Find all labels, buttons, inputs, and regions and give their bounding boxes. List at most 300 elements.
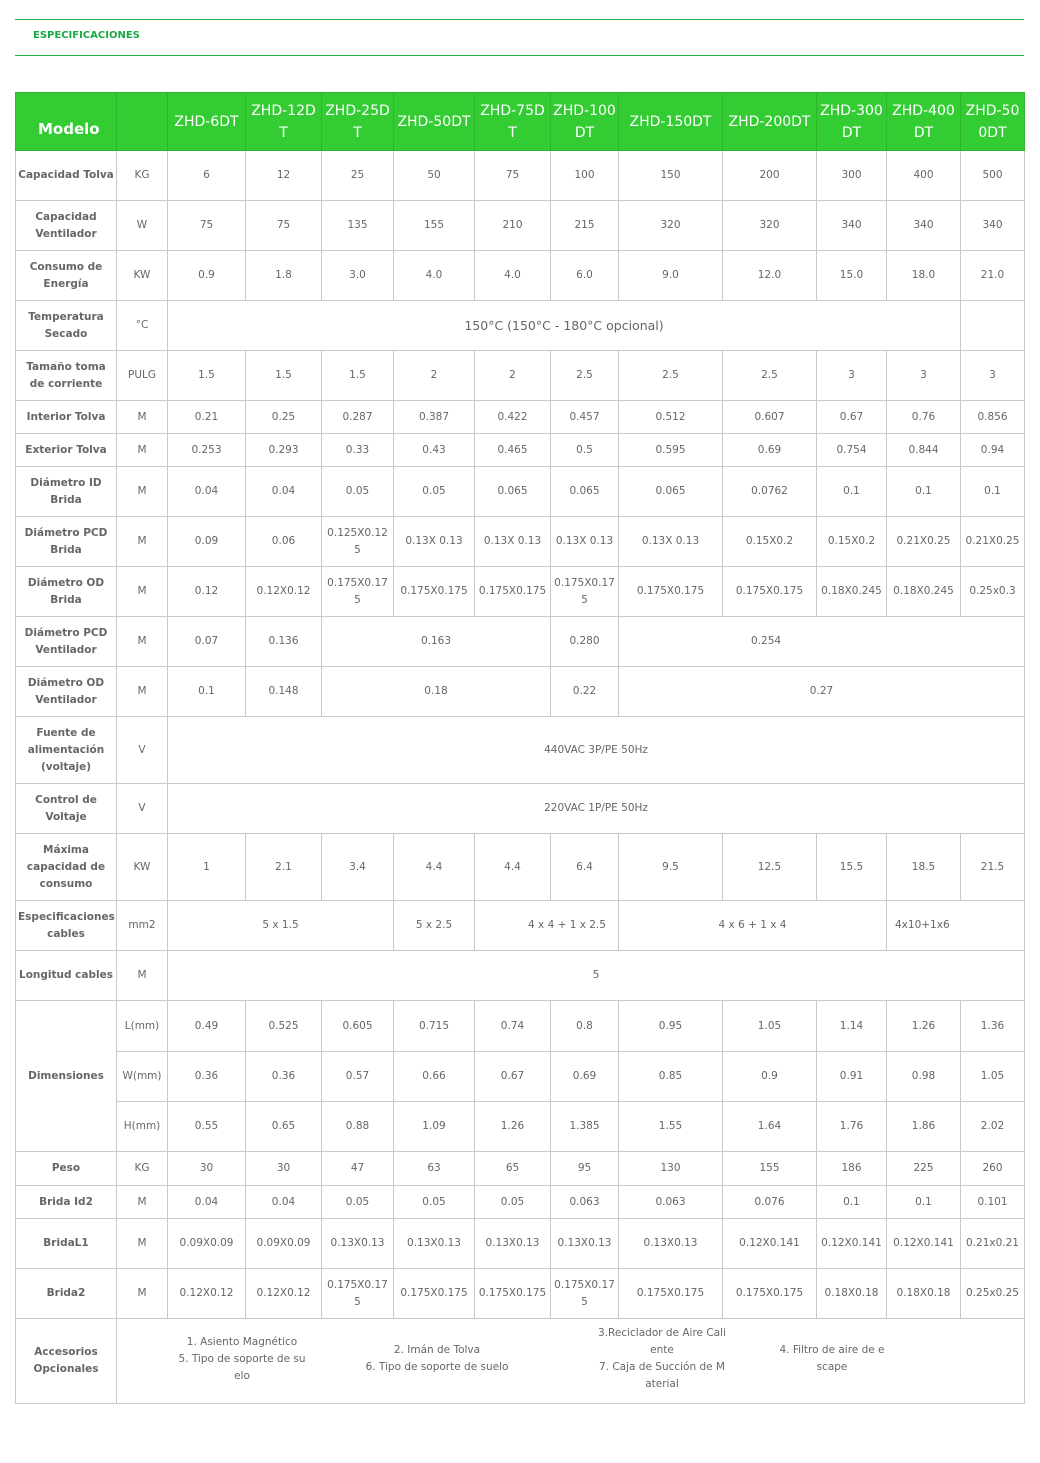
- row-label: Temperatura Secado: [16, 301, 117, 351]
- table-row: [16, 1001, 1025, 1052]
- accessory-item: 5. Tipo de soporte de suelo: [178, 1353, 306, 1382]
- table-cell: 0.12X0.12: [246, 1269, 322, 1319]
- model-header: ZHD-25DT: [322, 93, 394, 151]
- table-cell: 4.0: [475, 251, 551, 301]
- table-cell: 0.1: [817, 467, 887, 517]
- model-header: ZHD-75DT: [475, 93, 551, 151]
- table-cell: 0.05: [394, 1186, 475, 1219]
- table-cell: 0.04: [168, 467, 246, 517]
- table-cell: 6.4: [551, 834, 619, 901]
- table-cell: 95: [551, 1152, 619, 1186]
- table-cell: 0.91: [817, 1052, 887, 1102]
- table-cell: 0.0762: [723, 467, 817, 517]
- row-label: Brida2: [16, 1269, 117, 1319]
- table-cell: 6.0: [551, 251, 619, 301]
- merged-cell: 4x10+1x6: [887, 901, 1025, 951]
- table-row: [16, 784, 1025, 834]
- table-cell: 65: [475, 1152, 551, 1186]
- table-cell: 0.69: [723, 434, 817, 467]
- table-cell: 155: [394, 201, 475, 251]
- table-cell: 0.95: [619, 1001, 723, 1052]
- table-cell: 210: [475, 201, 551, 251]
- table-cell: 0.09X0.09: [246, 1219, 322, 1269]
- merged-cell: 5 x 1.5: [168, 901, 394, 951]
- table-cell: 0.21X0.25: [887, 517, 961, 567]
- table-cell: 0.175X0.175: [394, 567, 475, 617]
- table-cell: 0.12: [168, 567, 246, 617]
- row-label: Accesorios Opcionales: [16, 1319, 117, 1404]
- table-cell: 0.22: [551, 667, 619, 717]
- table-cell: 0.09X0.09: [168, 1219, 246, 1269]
- table-cell: 1.385: [551, 1102, 619, 1152]
- table-cell: 4.4: [475, 834, 551, 901]
- table-cell: 0.8: [551, 1001, 619, 1052]
- table-cell: 0.13X 0.13: [475, 517, 551, 567]
- accessory-group-2: [342, 1342, 532, 1376]
- table-cell: 75: [168, 201, 246, 251]
- merged-cell: 4 x 4 + 1 x 2.5: [475, 901, 619, 951]
- model-header: ZHD-6DT: [168, 93, 246, 151]
- table-cell: 2: [475, 351, 551, 401]
- empty-cell: [961, 301, 1025, 351]
- table-cell: 0.18X0.18: [817, 1269, 887, 1319]
- table-cell: 0.33: [322, 434, 394, 467]
- accessory-item: 4. Filtro de aire de escape: [779, 1344, 885, 1373]
- table-cell: 0.9: [168, 251, 246, 301]
- model-header: ZHD-50DT: [394, 93, 475, 151]
- row-unit: M: [117, 467, 168, 517]
- merged-cell: 0.27: [619, 667, 1025, 717]
- table-cell: 0.293: [246, 434, 322, 467]
- table-cell: 1.05: [723, 1001, 817, 1052]
- table-cell: 6: [168, 151, 246, 201]
- table-row: [16, 1052, 1025, 1102]
- table-cell: 1.55: [619, 1102, 723, 1152]
- merged-cell: 0.18: [322, 667, 551, 717]
- table-cell: 0.21X0.25: [961, 517, 1025, 567]
- table-cell: 0.18X0.245: [887, 567, 961, 617]
- table-cell: 0.04: [246, 467, 322, 517]
- table-cell: 0.175X0.175: [551, 567, 619, 617]
- model-header: ZHD-200DT: [723, 93, 817, 151]
- model-header: ZHD-300DT: [817, 93, 887, 151]
- table-cell: 0.175X0.175: [619, 1269, 723, 1319]
- table-cell: 0.175X0.175: [723, 1269, 817, 1319]
- table-cell: 3: [887, 351, 961, 401]
- table-cell: 0.175X0.175: [322, 1269, 394, 1319]
- table-cell: 0.13X0.13: [475, 1219, 551, 1269]
- table-cell: 0.148: [246, 667, 322, 717]
- row-unit: M: [117, 434, 168, 467]
- table-cell: 0.065: [619, 467, 723, 517]
- table-cell: 0.101: [961, 1186, 1025, 1219]
- merged-cell: 220VAC 1P/PE 50Hz: [168, 784, 1025, 834]
- table-row: [16, 834, 1025, 901]
- table-cell: 0.253: [168, 434, 246, 467]
- table-cell: 0.175X0.175: [322, 567, 394, 617]
- table-cell: 0.05: [322, 467, 394, 517]
- table-cell: 215: [551, 201, 619, 251]
- table-cell: 0.465: [475, 434, 551, 467]
- table-cell: 150: [619, 151, 723, 201]
- table-cell: 0.175X0.175: [723, 567, 817, 617]
- row-label: Capacidad Ventilador: [16, 201, 117, 251]
- table-cell: 0.13X 0.13: [619, 517, 723, 567]
- table-cell: 1.14: [817, 1001, 887, 1052]
- table-cell: 1.76: [817, 1102, 887, 1152]
- table-cell: 0.512: [619, 401, 723, 434]
- row-unit: V: [117, 717, 168, 784]
- table-cell: 0.98: [887, 1052, 961, 1102]
- table-cell: 0.076: [723, 1186, 817, 1219]
- top-divider: [15, 19, 1024, 20]
- accessory-item: 3.Reciclador de Aire Caliente: [598, 1327, 726, 1356]
- table-cell: 12: [246, 151, 322, 201]
- merged-cell: 5: [168, 951, 1025, 1001]
- merged-cell: 440VAC 3P/PE 50Hz: [168, 717, 1025, 784]
- table-cell: 15.5: [817, 834, 887, 901]
- table-cell: 300: [817, 151, 887, 201]
- table-cell: 0.18X0.245: [817, 567, 887, 617]
- table-row: [16, 1152, 1025, 1186]
- table-cell: 15.0: [817, 251, 887, 301]
- table-cell: 1.86: [887, 1102, 961, 1152]
- table-cell: 1.5: [168, 351, 246, 401]
- table-cell: 0.136: [246, 617, 322, 667]
- table-cell: 0.175X0.175: [394, 1269, 475, 1319]
- row-unit: KW: [117, 834, 168, 901]
- table-cell: 30: [168, 1152, 246, 1186]
- table-cell: 12.5: [723, 834, 817, 901]
- table-row: [16, 667, 1025, 717]
- table-cell: 0.595: [619, 434, 723, 467]
- bottom-divider: [15, 55, 1024, 56]
- table-cell: 0.13X 0.13: [394, 517, 475, 567]
- table-cell: 0.175X0.175: [551, 1269, 619, 1319]
- table-cell: 0.1: [887, 467, 961, 517]
- row-label: Especificaciones cables: [16, 901, 117, 951]
- table-cell: 186: [817, 1152, 887, 1186]
- table-cell: 12.0: [723, 251, 817, 301]
- table-cell: 0.175X0.175: [475, 567, 551, 617]
- table-cell: 0.21: [168, 401, 246, 434]
- table-cell: 2.02: [961, 1102, 1025, 1152]
- table-cell: 0.1: [961, 467, 1025, 517]
- section-title: ESPECIFICACIONES: [33, 30, 140, 41]
- row-label: Diámetro ID Brida: [16, 467, 117, 517]
- table-cell: 2.5: [619, 351, 723, 401]
- table-cell: 21.0: [961, 251, 1025, 301]
- row-unit: °C: [117, 301, 168, 351]
- table-cell: 0.49: [168, 1001, 246, 1052]
- table-row: [16, 434, 1025, 467]
- row-label: Diámetro PCD Ventilador: [16, 617, 117, 667]
- table-row: [16, 517, 1025, 567]
- table-cell: 0.065: [551, 467, 619, 517]
- table-cell: 30: [246, 1152, 322, 1186]
- table-cell: 0.21x0.21: [961, 1219, 1025, 1269]
- table-cell: 0.065: [475, 467, 551, 517]
- row-unit: W: [117, 201, 168, 251]
- table-cell: 1.5: [246, 351, 322, 401]
- table-cell: 18.0: [887, 251, 961, 301]
- row-label: Consumo de Energía: [16, 251, 117, 301]
- table-cell: 0.07: [168, 617, 246, 667]
- table-cell: 0.1: [817, 1186, 887, 1219]
- table-cell: 0.25x0.25: [961, 1269, 1025, 1319]
- table-cell: 320: [723, 201, 817, 251]
- table-cell: 1.09: [394, 1102, 475, 1152]
- accessory-item: 2. Imán de Tolva: [393, 1344, 481, 1356]
- accessory-item: 7. Caja de Succión de Material: [599, 1361, 725, 1390]
- accessories-cell: [117, 1319, 1025, 1404]
- merged-cell: 4 x 6 + 1 x 4: [619, 901, 887, 951]
- table-row: [16, 151, 1025, 201]
- table-cell: 0.13X0.13: [322, 1219, 394, 1269]
- model-header: ZHD-150DT: [619, 93, 723, 151]
- table-cell: 0.12X0.12: [168, 1269, 246, 1319]
- accessory-group-1: [177, 1334, 307, 1385]
- table-cell: 0.05: [394, 467, 475, 517]
- table-row: [16, 467, 1025, 517]
- table-cell: 0.13X0.13: [619, 1219, 723, 1269]
- table-cell: 3.0: [322, 251, 394, 301]
- table-cell: 500: [961, 151, 1025, 201]
- table-cell: 0.67: [475, 1052, 551, 1102]
- row-label: Diámetro OD Ventilador: [16, 667, 117, 717]
- table-cell: 0.94: [961, 434, 1025, 467]
- table-cell: 0.05: [475, 1186, 551, 1219]
- table-cell: 9.0: [619, 251, 723, 301]
- row-unit: M: [117, 1219, 168, 1269]
- table-cell: 340: [817, 201, 887, 251]
- table-cell: 0.06: [246, 517, 322, 567]
- table-cell: 75: [246, 201, 322, 251]
- model-header: ZHD-12DT: [246, 93, 322, 151]
- table-cell: 100: [551, 151, 619, 201]
- row-unit: M: [117, 1269, 168, 1319]
- table-cell: 1.05: [961, 1052, 1025, 1102]
- table-cell: 0.9: [723, 1052, 817, 1102]
- table-cell: 260: [961, 1152, 1025, 1186]
- table-row: [16, 567, 1025, 617]
- row-label: Exterior Tolva: [16, 434, 117, 467]
- table-row: [16, 1319, 1025, 1404]
- table-cell: 0.125X0.125: [322, 517, 394, 567]
- row-unit: M: [117, 617, 168, 667]
- row-unit: KG: [117, 151, 168, 201]
- row-unit: M: [117, 1186, 168, 1219]
- table-cell: 0.525: [246, 1001, 322, 1052]
- accessory-item: 6. Tipo de soporte de suelo: [365, 1361, 509, 1373]
- table-cell: 1.64: [723, 1102, 817, 1152]
- row-unit: PULG: [117, 351, 168, 401]
- table-cell: 0.04: [246, 1186, 322, 1219]
- table-cell: 0.287: [322, 401, 394, 434]
- table-cell: 0.844: [887, 434, 961, 467]
- accessory-group-3: [597, 1325, 727, 1393]
- table-cell: 0.88: [322, 1102, 394, 1152]
- table-row: [16, 301, 1025, 351]
- table-row: [16, 901, 1025, 951]
- table-cell: 2.1: [246, 834, 322, 901]
- row-label: Tamaño toma de corriente: [16, 351, 117, 401]
- row-unit: M: [117, 401, 168, 434]
- modelo-header: Modelo: [16, 93, 117, 151]
- table-cell: 3: [817, 351, 887, 401]
- row-label: Diámetro OD Brida: [16, 567, 117, 617]
- table-row: [16, 1186, 1025, 1219]
- table-cell: 135: [322, 201, 394, 251]
- table-cell: 0.67: [817, 401, 887, 434]
- row-unit: KG: [117, 1152, 168, 1186]
- table-cell: 0.063: [551, 1186, 619, 1219]
- unit-header: [117, 93, 168, 151]
- table-cell: 5 x 2.5: [394, 901, 475, 951]
- specifications-table: [15, 92, 1025, 1404]
- table-row: [16, 951, 1025, 1001]
- table-cell: 0.457: [551, 401, 619, 434]
- table-cell: 4.0: [394, 251, 475, 301]
- row-unit: KW: [117, 251, 168, 301]
- row-label: Control de Voltaje: [16, 784, 117, 834]
- row-unit: M: [117, 667, 168, 717]
- table-cell: 18.5: [887, 834, 961, 901]
- row-label: Interior Tolva: [16, 401, 117, 434]
- row-unit: M: [117, 951, 168, 1001]
- table-cell: 1.26: [887, 1001, 961, 1052]
- merged-cell: 0.163: [322, 617, 551, 667]
- table-cell: 0.754: [817, 434, 887, 467]
- row-unit: M: [117, 567, 168, 617]
- table-cell: 1.36: [961, 1001, 1025, 1052]
- table-cell: 0.66: [394, 1052, 475, 1102]
- row-unit: M: [117, 517, 168, 567]
- table-cell: 0.607: [723, 401, 817, 434]
- merged-cell: 0.254: [619, 617, 1025, 667]
- table-row: [16, 617, 1025, 667]
- table-cell: 3: [961, 351, 1025, 401]
- row-label: BridaL1: [16, 1219, 117, 1269]
- table-cell: 400: [887, 151, 961, 201]
- table-cell: 9.5: [619, 834, 723, 901]
- row-unit: V: [117, 784, 168, 834]
- table-cell: 1: [168, 834, 246, 901]
- row-label: Máxima capacidad de consumo: [16, 834, 117, 901]
- row-label: Brida Id2: [16, 1186, 117, 1219]
- row-label: Longitud cables: [16, 951, 117, 1001]
- table-cell: 1.8: [246, 251, 322, 301]
- table-cell: 0.1: [887, 1186, 961, 1219]
- table-cell: 0.85: [619, 1052, 723, 1102]
- table-cell: 0.12X0.141: [817, 1219, 887, 1269]
- table-cell: 0.175X0.175: [475, 1269, 551, 1319]
- table-cell: 320: [619, 201, 723, 251]
- row-label: Peso: [16, 1152, 117, 1186]
- table-cell: 1.5: [322, 351, 394, 401]
- row-label: Capacidad Tolva: [16, 151, 117, 201]
- table-row: [16, 717, 1025, 784]
- table-cell: 0.15X0.2: [817, 517, 887, 567]
- table-cell: 0.12X0.12: [246, 567, 322, 617]
- table-cell: 0.12X0.141: [887, 1219, 961, 1269]
- table-row: [16, 1269, 1025, 1319]
- table-cell: 130: [619, 1152, 723, 1186]
- table-cell: 25: [322, 151, 394, 201]
- table-cell: 0.36: [246, 1052, 322, 1102]
- table-cell: 0.57: [322, 1052, 394, 1102]
- table-cell: 0.25x0.3: [961, 567, 1025, 617]
- table-cell: 0.05: [322, 1186, 394, 1219]
- table-cell: 50: [394, 151, 475, 201]
- table-cell: 75: [475, 151, 551, 201]
- table-cell: 340: [887, 201, 961, 251]
- table-cell: 0.09: [168, 517, 246, 567]
- table-cell: 155: [723, 1152, 817, 1186]
- table-cell: 0.15X0.2: [723, 517, 817, 567]
- table-cell: 63: [394, 1152, 475, 1186]
- table-cell: 0.55: [168, 1102, 246, 1152]
- row-unit: mm2: [117, 901, 168, 951]
- table-cell: 0.280: [551, 617, 619, 667]
- row-label: Dimensiones: [16, 1001, 117, 1152]
- table-cell: 200: [723, 151, 817, 201]
- table-cell: 0.43: [394, 434, 475, 467]
- model-header: ZHD-500DT: [961, 93, 1025, 151]
- row-label: Diámetro PCD Brida: [16, 517, 117, 567]
- accessory-item: 1. Asiento Magnético: [186, 1336, 298, 1348]
- table-cell: 0.04: [168, 1186, 246, 1219]
- row-unit: H(mm): [117, 1102, 168, 1152]
- table-cell: 0.175X0.175: [619, 567, 723, 617]
- table-cell: 0.13X0.13: [394, 1219, 475, 1269]
- table-cell: 0.715: [394, 1001, 475, 1052]
- table-cell: 0.1: [168, 667, 246, 717]
- table-cell: 0.36: [168, 1052, 246, 1102]
- table-row: [16, 401, 1025, 434]
- table-cell: 0.605: [322, 1001, 394, 1052]
- table-cell: 0.18X0.18: [887, 1269, 961, 1319]
- table-cell: 1.26: [475, 1102, 551, 1152]
- table-cell: 0.69: [551, 1052, 619, 1102]
- table-row: [16, 251, 1025, 301]
- table-cell: 0.422: [475, 401, 551, 434]
- table-cell: 0.13X 0.13: [551, 517, 619, 567]
- table-cell: 2.5: [551, 351, 619, 401]
- table-cell: 4.4: [394, 834, 475, 901]
- table-row: [16, 351, 1025, 401]
- table-row: [16, 1219, 1025, 1269]
- header-row: [16, 93, 1025, 151]
- table-cell: 0.76: [887, 401, 961, 434]
- table-cell: 0.856: [961, 401, 1025, 434]
- table-cell: 0.12X0.141: [723, 1219, 817, 1269]
- table-cell: 340: [961, 201, 1025, 251]
- table-cell: 21.5: [961, 834, 1025, 901]
- model-header: ZHD-100DT: [551, 93, 619, 151]
- table-cell: 47: [322, 1152, 394, 1186]
- table-row: [16, 1102, 1025, 1152]
- accessory-group-4: [777, 1342, 887, 1376]
- table-cell: 225: [887, 1152, 961, 1186]
- table-cell: 3.4: [322, 834, 394, 901]
- table-cell: 0.74: [475, 1001, 551, 1052]
- table-cell: 2.5: [723, 351, 817, 401]
- table-cell: 0.387: [394, 401, 475, 434]
- row-unit: L(mm): [117, 1001, 168, 1052]
- table-cell: 0.063: [619, 1186, 723, 1219]
- table-row: [16, 201, 1025, 251]
